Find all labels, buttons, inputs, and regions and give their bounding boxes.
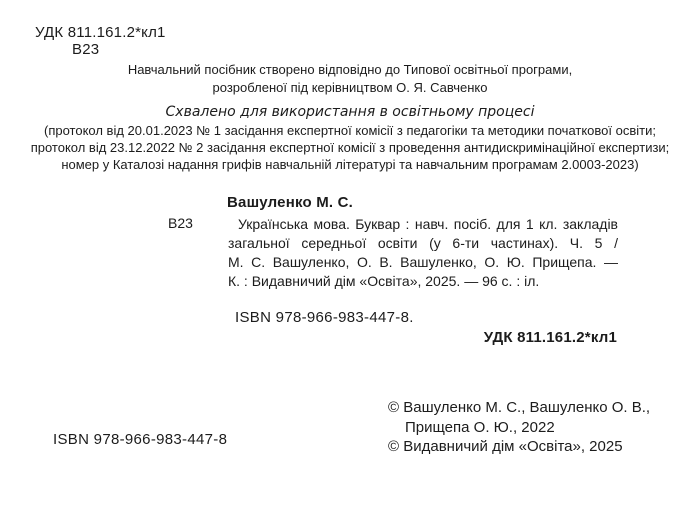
protocol-line-1: (протокол від 20.01.2023 № 1 засідання експертної комісії з педагогіки та методики початкової освіти; <box>44 123 656 138</box>
udc-classification-block <box>35 24 166 58</box>
approval-statement: Схвалено для використання в освітньому процесі <box>165 104 535 120</box>
copyright-line-2: Прищепа О. Ю., 2022 <box>405 418 555 436</box>
catalog-isbn: ISBN 978-966-983-447-8. <box>235 309 414 326</box>
copyright-line-3: © Видавничий дім «Освіта», 2025 <box>388 438 623 455</box>
udc-code: УДК 811.161.2*кл1 <box>35 24 166 41</box>
catalog-description-line-2: загальної середньої освіти (у 6-ти частинах). Ч. 5 / <box>228 235 618 251</box>
catalog-udc-code: УДК 811.161.2*кл1 <box>483 329 617 346</box>
footer-isbn: ISBN 978-966-983-447-8 <box>53 431 228 448</box>
protocol-line-3: номер у Каталозі надання грифів навчальній літературі та навчальним програмам 2.0003-2023) <box>61 157 639 172</box>
program-note-line-2: розробленої під керівництвом О. Я. Савченко <box>212 79 488 95</box>
protocol-line-2: протокол від 23.12.2022 № 2 засідання експертної комісії з проведення антидискримінаційної експертизи; <box>30 140 670 155</box>
program-note <box>0 61 700 96</box>
catalog-author-heading: Вашуленко М. С. <box>227 194 354 211</box>
catalog-description-line-4: К. : Видавничий дім «Освіта», 2025. — 96 с. : іл. <box>228 273 540 289</box>
program-note-line-1: Навчальний посібник створено відповідно до Типової освітньої програми, <box>127 62 573 77</box>
catalog-description <box>228 215 618 291</box>
author-sign-code: В23 <box>72 41 100 58</box>
catalog-author-sign: В23 <box>168 215 193 231</box>
protocol-note <box>0 122 700 173</box>
copyright-block <box>388 398 650 457</box>
copyright-line-1: © Вашуленко М. С., Вашуленко О. В., <box>388 399 651 416</box>
catalog-description-line-3: М. С. Вашуленко, О. В. Вашуленко, О. Ю. Прищепа. — <box>228 254 618 270</box>
catalog-description-line-1: Українська мова. Буквар : навч. посіб. для 1 кл. закладів <box>238 216 618 232</box>
